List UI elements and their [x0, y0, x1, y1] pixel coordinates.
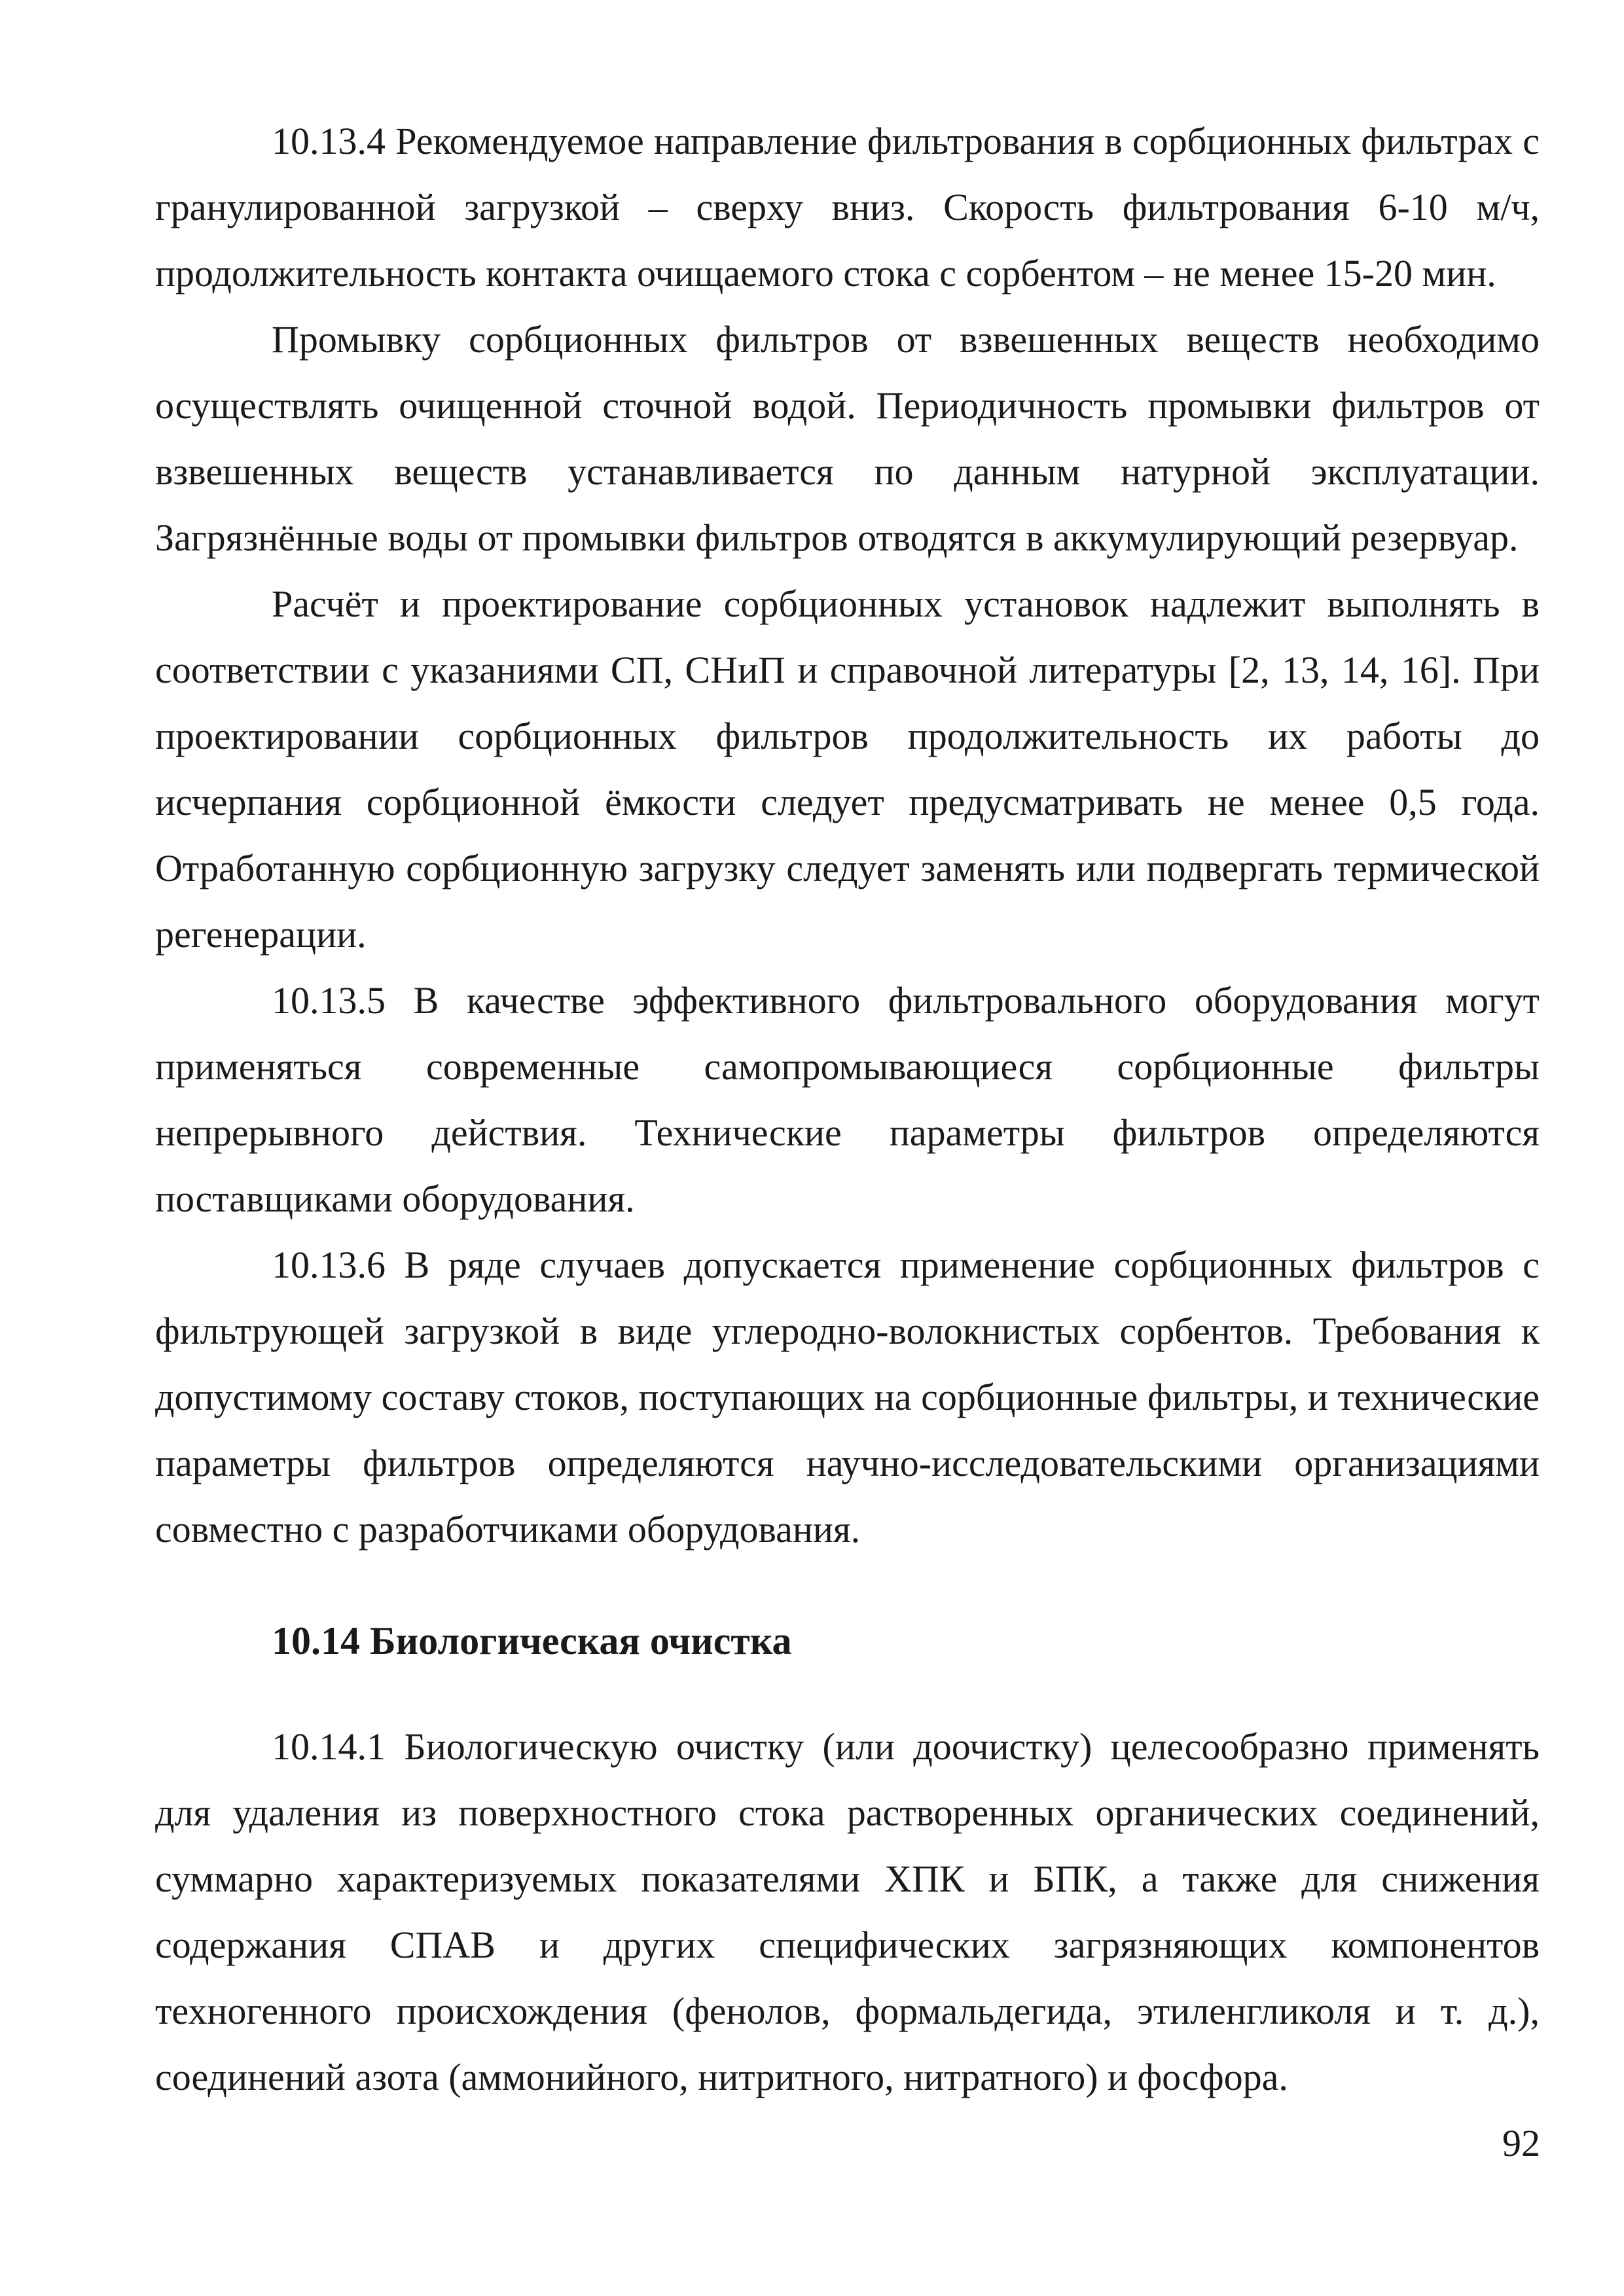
paragraph-10-14-1: 10.14.1 Биологическую очистку (или доочистку) целесообразно применять для удаления из поверхностного стока растворенных органических соединений, суммарно характеризуемых показателями ХПК и БПК, а также для снижения содержания СПАВ и других специфических загрязняющих компонентов техногенного происхождения (фенолов, формальдегида, этиленгликоля и т. д.), соединений азота (аммонийного, нитритного, нитратного) и фосфора.: [155, 1725, 1540, 2098]
paragraph-10-13-4: 10.13.4 Рекомендуемое направление фильтрования в сорбционных фильтрах с гранулированной загрузкой – сверху вниз. Скорость фильтрования 6-10 м/ч, продолжительность контакта очищаемого стока с сорбентом – не менее 15-20 мин.: [155, 120, 1540, 295]
paragraph-sorption-design: Расчёт и проектирование сорбционных установок надлежит выполнять в соответствии с указаниями СП, СНиП и справочной литературы [2, 13, 14, 16]. При проектировании сорбционных фильтров продолжительность их работы до исчерпания сорбционной ёмкости следует предусматривать не менее 0,5 года. Отработанную сорбционную загрузку следует заменять или подвергать термической регенерации.: [155, 583, 1540, 956]
section-heading-10-14: 10.14 Биологическая очистка: [272, 1619, 792, 1662]
paragraph-filter-washing: Промывку сорбционных фильтров от взвешенных веществ необходимо осуществлять очищенной сточной водой. Периодичность промывки фильтров от взвешенных веществ устанавливается по данным натурной эксплуатации. Загрязнённые воды от промывки фильтров отводятся в аккумулирующий резервуар.: [155, 318, 1540, 559]
paragraph-10-13-5: 10.13.5 В качестве эффективного фильтровального оборудования могут применяться современные самопромывающиеся сорбционные фильтры непрерывного действия. Технические параметры фильтров определяются поставщиками оборудования.: [155, 979, 1540, 1220]
page-number: 92: [1502, 2122, 1540, 2164]
paragraph-10-13-6: 10.13.6 В ряде случаев допускается применение сорбционных фильтров с фильтрующей загрузкой в виде углеродно-волокнистых сорбентов. Требования к допустимому составу стоков, поступающих на сорбционные фильтры, и технические параметры фильтров определяются научно-исследовательскими организациями совместно с разработчиками оборудования.: [155, 1244, 1540, 1551]
page-content: [155, 108, 1540, 2110]
